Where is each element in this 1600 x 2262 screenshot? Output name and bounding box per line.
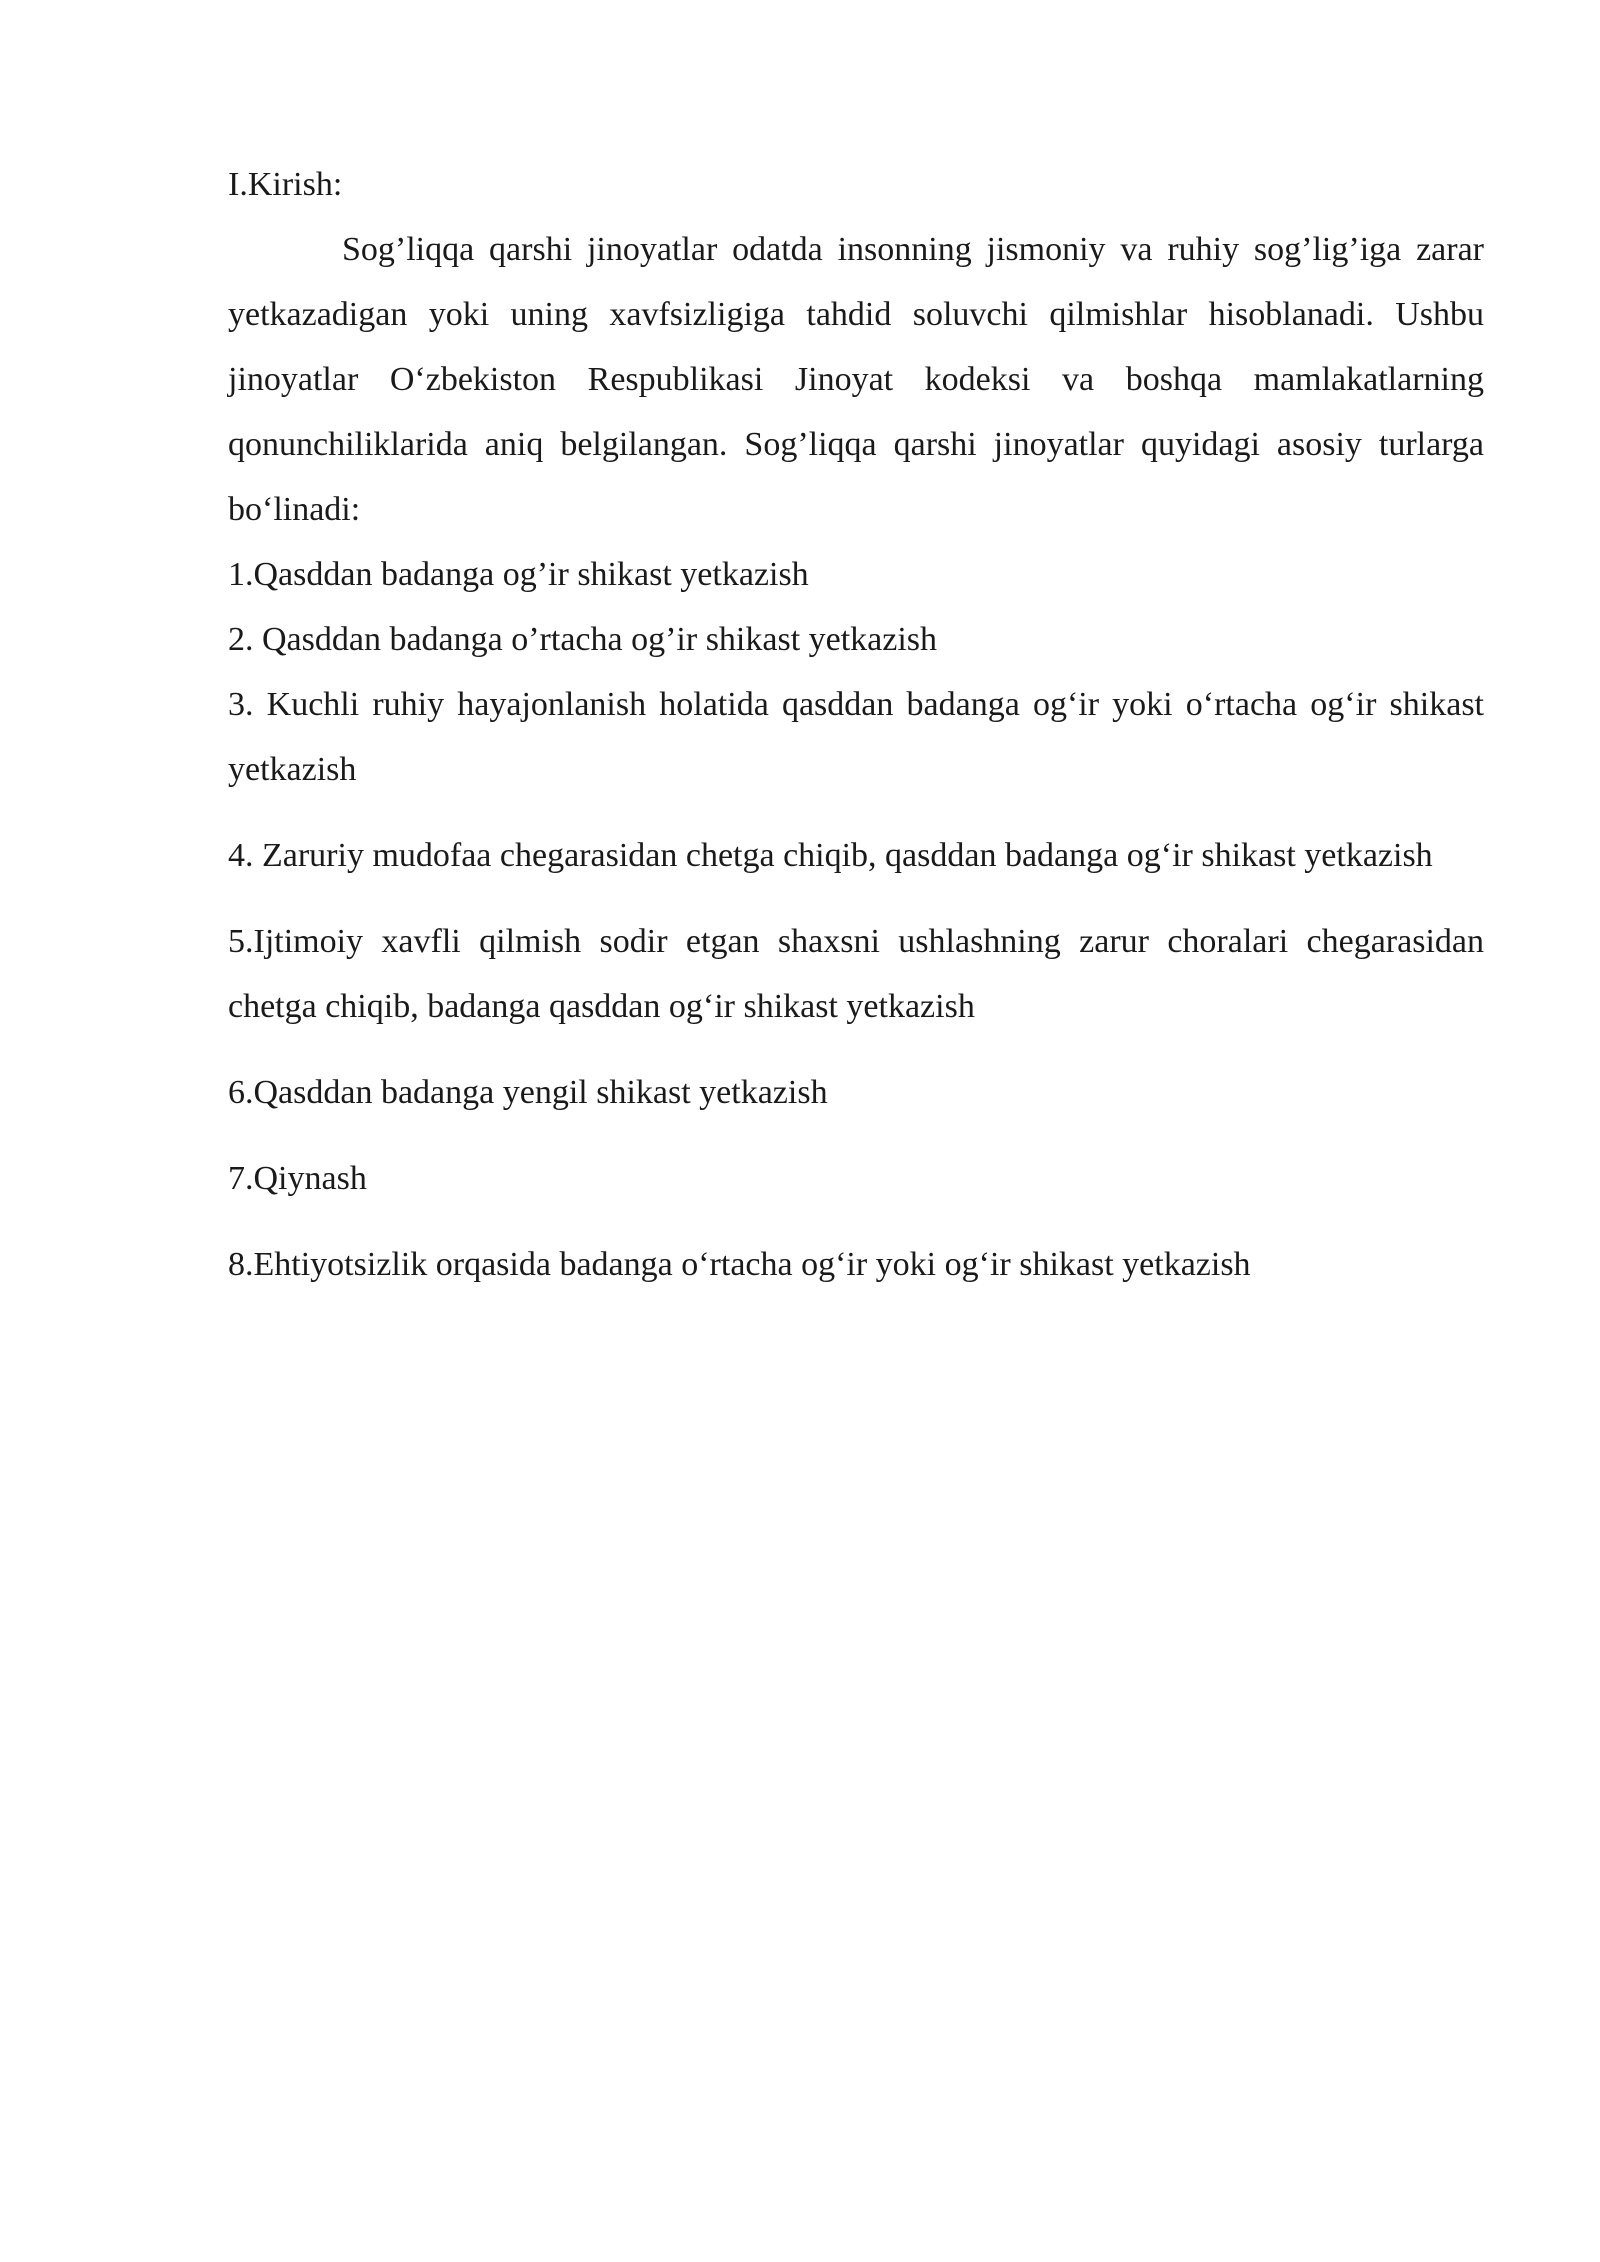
list-item-8: 8.Ehtiyotsizlik orqasida badanga o‘rtacha og‘ir yoki og‘ir shikast yetkazish [228,1246,1251,1283]
list-item-1: 1.Qasddan badanga og’ir shikast yetkazish [228,556,809,593]
document-body [228,152,1484,1297]
list-item-2: 2. Qasddan badanga o’rtacha og’ir shikast yetkazish [228,621,938,658]
list-item-7: 7.Qiynash [228,1160,367,1197]
section-heading: I.Kirish: [228,166,343,203]
intro-paragraph: Sog’liqqa qarshi jinoyatlar odatda insonning jismoniy va ruhiy sog’lig’iga zarar yetkazadigan yoki uning xavfsizligiga tahdid soluvchi qilmishlar hisoblanadi. Ushbu jinoyatlar O‘zbekiston Respublikasi Jinoyat kodeksi va boshqa mamlakatlarning qonunchiliklarida aniq belgilangan. Sog’liqqa qarshi jinoyatlar quyidagi asosiy turlarga bo‘linadi: [228,231,1484,528]
list-item-3: 3. Kuchli ruhiy hayajonlanish holatida qasddan badanga og‘ir yoki o‘rtacha og‘ir shikast yetkazish [228,686,1484,788]
list-item-4: 4. Zaruriy mudofaa chegarasidan chetga chiqib, qasddan badanga og‘ir shikast yetkazish [228,837,1433,874]
list-item-5: 5.Ijtimoiy xavfli qilmish sodir etgan shaxsni ushlashning zarur choralari chegarasidan chetga chiqib, badanga qasddan og‘ir shikast yetkazish [228,923,1484,1025]
list-item-6: 6.Qasddan badanga yengil shikast yetkazish [228,1074,828,1111]
